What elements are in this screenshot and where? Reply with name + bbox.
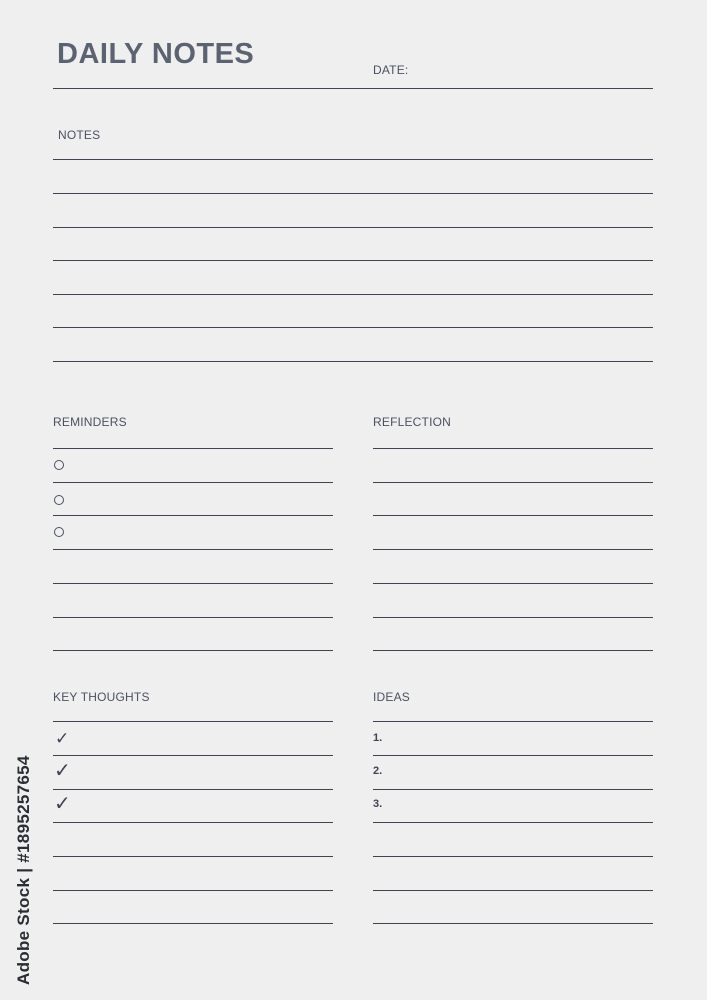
- writing-line: [373, 448, 653, 449]
- writing-line: [373, 482, 653, 483]
- writing-line: [53, 361, 653, 362]
- page-title: DAILY NOTES: [57, 38, 255, 70]
- writing-line: [373, 617, 653, 618]
- writing-line: [53, 755, 333, 756]
- writing-line: [53, 260, 653, 261]
- writing-line: [373, 515, 653, 516]
- writing-line: [53, 227, 653, 228]
- writing-line: [373, 583, 653, 584]
- reflection-heading: REFLECTION: [373, 415, 452, 429]
- writing-line: [53, 515, 333, 516]
- checkmark-icon: ✓: [54, 793, 71, 815]
- writing-line: [53, 583, 333, 584]
- writing-line: [53, 923, 333, 924]
- writing-line: [53, 789, 333, 790]
- writing-line: [373, 721, 653, 722]
- date-label: DATE:: [373, 63, 409, 77]
- writing-line: [53, 294, 653, 295]
- writing-line: [53, 159, 653, 160]
- writing-line: [373, 789, 653, 790]
- header-rule: [53, 88, 653, 89]
- writing-line: [53, 890, 333, 891]
- idea-number-1: 1.: [373, 732, 383, 744]
- writing-line: [373, 755, 653, 756]
- writing-line: [373, 822, 653, 823]
- writing-line: [373, 650, 653, 651]
- writing-line: [53, 482, 333, 483]
- stock-watermark-id: Adobe Stock | #1895257654: [14, 755, 33, 985]
- checkmark-icon: ✓: [55, 729, 70, 748]
- writing-line: [53, 856, 333, 857]
- key-thoughts-heading: KEY THOUGHTS: [53, 690, 150, 704]
- writing-line: [53, 327, 653, 328]
- writing-line: [373, 549, 653, 550]
- reminder-circle-3[interactable]: [54, 527, 64, 537]
- checkmark-icon: ✓: [54, 760, 71, 782]
- reminder-circle-2[interactable]: [54, 495, 64, 505]
- writing-line: [373, 923, 653, 924]
- writing-line: [373, 890, 653, 891]
- writing-line: [53, 448, 333, 449]
- writing-line: [373, 856, 653, 857]
- idea-number-2: 2.: [373, 765, 383, 777]
- writing-line: [53, 617, 333, 618]
- writing-line: [53, 549, 333, 550]
- idea-number-3: 3.: [373, 798, 383, 810]
- writing-line: [53, 650, 333, 651]
- reminders-heading: REMINDERS: [53, 415, 127, 429]
- writing-line: [53, 721, 333, 722]
- notes-heading: NOTES: [58, 128, 101, 142]
- writing-line: [53, 193, 653, 194]
- writing-line: [53, 822, 333, 823]
- reminder-circle-1[interactable]: [54, 460, 64, 470]
- ideas-heading: IDEAS: [373, 690, 411, 704]
